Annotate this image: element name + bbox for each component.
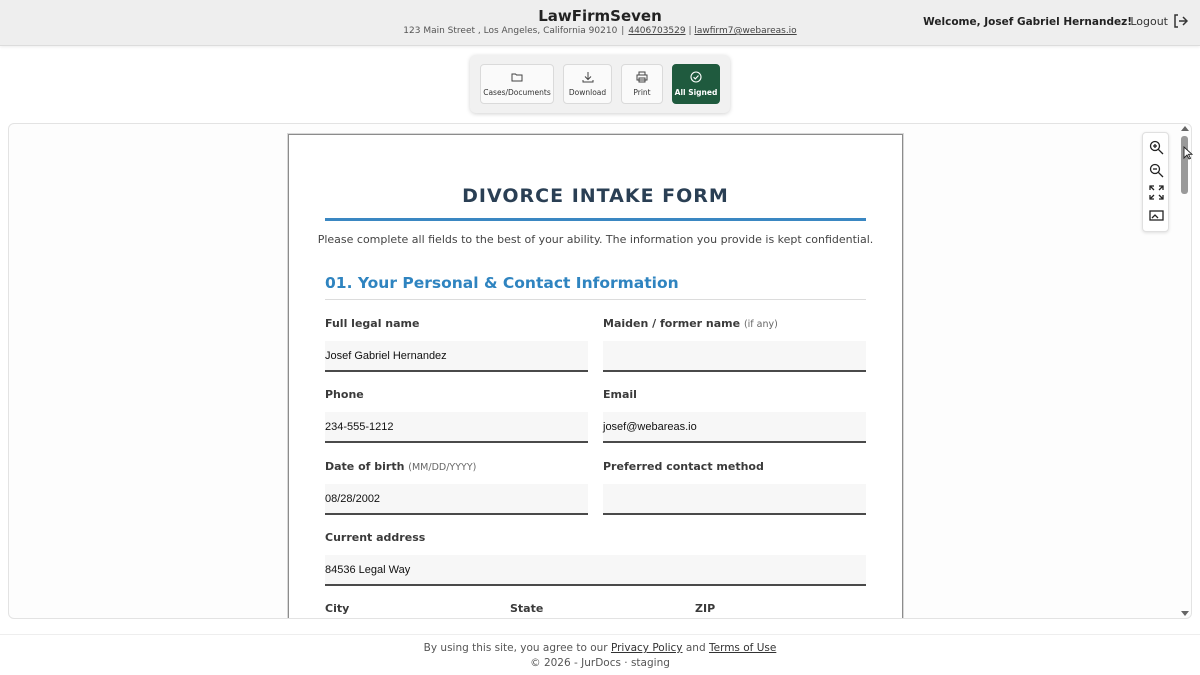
- firm-address: 123 Main Street , Los Angeles, California 90210: [403, 26, 618, 36]
- address-label-text: Current address: [325, 531, 426, 544]
- address-field[interactable]: [325, 555, 866, 586]
- zip-label-text: ZIP: [695, 602, 716, 615]
- phone-label-text: Phone: [325, 388, 364, 401]
- fit-page-icon: [1149, 208, 1164, 223]
- dob-value: 08/28/2002: [325, 492, 381, 505]
- scroll-down-arrow-icon[interactable]: [1181, 611, 1189, 616]
- dob-hint: (MM/DD/YYYY): [408, 462, 477, 473]
- all-signed-label: All Signed: [674, 88, 718, 97]
- state-label-text: State: [510, 602, 544, 615]
- contact-method-label-text: Preferred contact method: [603, 460, 764, 473]
- phone-field[interactable]: [325, 412, 588, 443]
- city-label-text: City: [325, 602, 350, 615]
- zoom-out-button[interactable]: [1149, 163, 1164, 178]
- welcome-message: Welcome, Josef Gabriel Hernandez!: [923, 16, 1132, 28]
- document-toolbar: [470, 55, 730, 113]
- footer-copyright: © 2026 - JurDocs · staging: [530, 657, 670, 669]
- cases-documents-button[interactable]: [480, 64, 554, 104]
- footer-and-text: and: [685, 642, 706, 654]
- section-title: 01. Your Personal & Contact Information: [325, 274, 679, 292]
- section-divider: [325, 299, 866, 300]
- maiden-name-hint: (if any): [743, 319, 778, 330]
- form-intro: Please complete all fields to the best of your ability. The information you provide is kept confidential.: [317, 233, 874, 246]
- fullscreen-button[interactable]: [1149, 185, 1164, 200]
- address-label: [325, 531, 425, 544]
- contact-method-label: [603, 460, 764, 473]
- firm-name: LawFirmSeven: [538, 7, 662, 25]
- full-name-label-text: Full legal name: [325, 317, 420, 330]
- logout-button[interactable]: [1130, 13, 1188, 29]
- check-circle-icon: [690, 71, 702, 83]
- download-button[interactable]: [563, 64, 612, 104]
- zoom-out-icon: [1149, 163, 1164, 178]
- firm-phone-link[interactable]: 4406703529: [628, 26, 686, 36]
- full-name-value: Josef Gabriel Hernandez: [325, 349, 447, 362]
- app-header: [0, 0, 1200, 46]
- footer-agree-text: By using this site, you agree to our: [423, 642, 608, 654]
- download-label: Download: [568, 88, 607, 97]
- email-label-text: Email: [603, 388, 637, 401]
- title-divider: [325, 218, 866, 221]
- fit-page-button[interactable]: [1149, 208, 1164, 223]
- document-viewer[interactable]: [8, 123, 1192, 619]
- cases-documents-label: Cases/Documents: [483, 88, 551, 97]
- viewer-scrollbar[interactable]: [1180, 126, 1190, 616]
- zip-label: [695, 602, 715, 615]
- app-footer: [0, 634, 1200, 675]
- city-label: [325, 602, 349, 615]
- dob-label-text: Date of birth: [325, 460, 405, 473]
- document-page: [288, 134, 903, 619]
- logout-icon: [1172, 13, 1188, 29]
- state-label: [510, 602, 543, 615]
- contact-method-field[interactable]: [603, 484, 866, 515]
- maiden-name-label-text: Maiden / former name: [603, 317, 741, 330]
- form-title: DIVORCE INTAKE FORM: [462, 185, 729, 207]
- firm-contact-line: 123 Main Street , Los Angeles, California 90210 | 4406703529 | lawfirm7@webareas.io: [403, 26, 797, 36]
- all-signed-button[interactable]: [672, 64, 720, 104]
- print-button[interactable]: [621, 64, 663, 104]
- terms-of-use-link[interactable]: Terms of Use: [708, 642, 777, 654]
- dob-field[interactable]: [325, 484, 588, 515]
- scroll-up-arrow-icon[interactable]: [1181, 126, 1189, 131]
- firm-email-link[interactable]: lawfirm7@webareas.io: [694, 26, 797, 36]
- fullscreen-icon: [1149, 185, 1164, 200]
- mouse-cursor-icon: [1183, 146, 1193, 160]
- email-field[interactable]: [603, 412, 866, 443]
- logout-label: Logout: [1130, 14, 1168, 28]
- email-label: [603, 388, 637, 401]
- scrollbar-thumb[interactable]: [1181, 136, 1188, 194]
- viewer-side-tools: [1142, 132, 1169, 232]
- zoom-in-icon: [1149, 140, 1164, 155]
- privacy-policy-link[interactable]: Privacy Policy: [610, 642, 683, 654]
- full-name-label: [325, 317, 419, 330]
- full-name-field[interactable]: [325, 341, 588, 372]
- maiden-name-field[interactable]: [603, 341, 866, 372]
- maiden-name-label: [603, 317, 778, 330]
- print-label: Print: [633, 88, 651, 97]
- phone-label: [325, 388, 364, 401]
- zoom-in-button[interactable]: [1149, 140, 1164, 155]
- email-value: josef@webareas.io: [603, 420, 697, 433]
- phone-value: 234-555-1212: [325, 420, 394, 433]
- address-value: 84536 Legal Way: [325, 563, 411, 576]
- folder-icon: [511, 71, 523, 83]
- printer-icon: [636, 71, 648, 83]
- download-icon: [582, 71, 594, 83]
- dob-label: [325, 460, 476, 473]
- footer-terms-line: [0, 642, 1200, 654]
